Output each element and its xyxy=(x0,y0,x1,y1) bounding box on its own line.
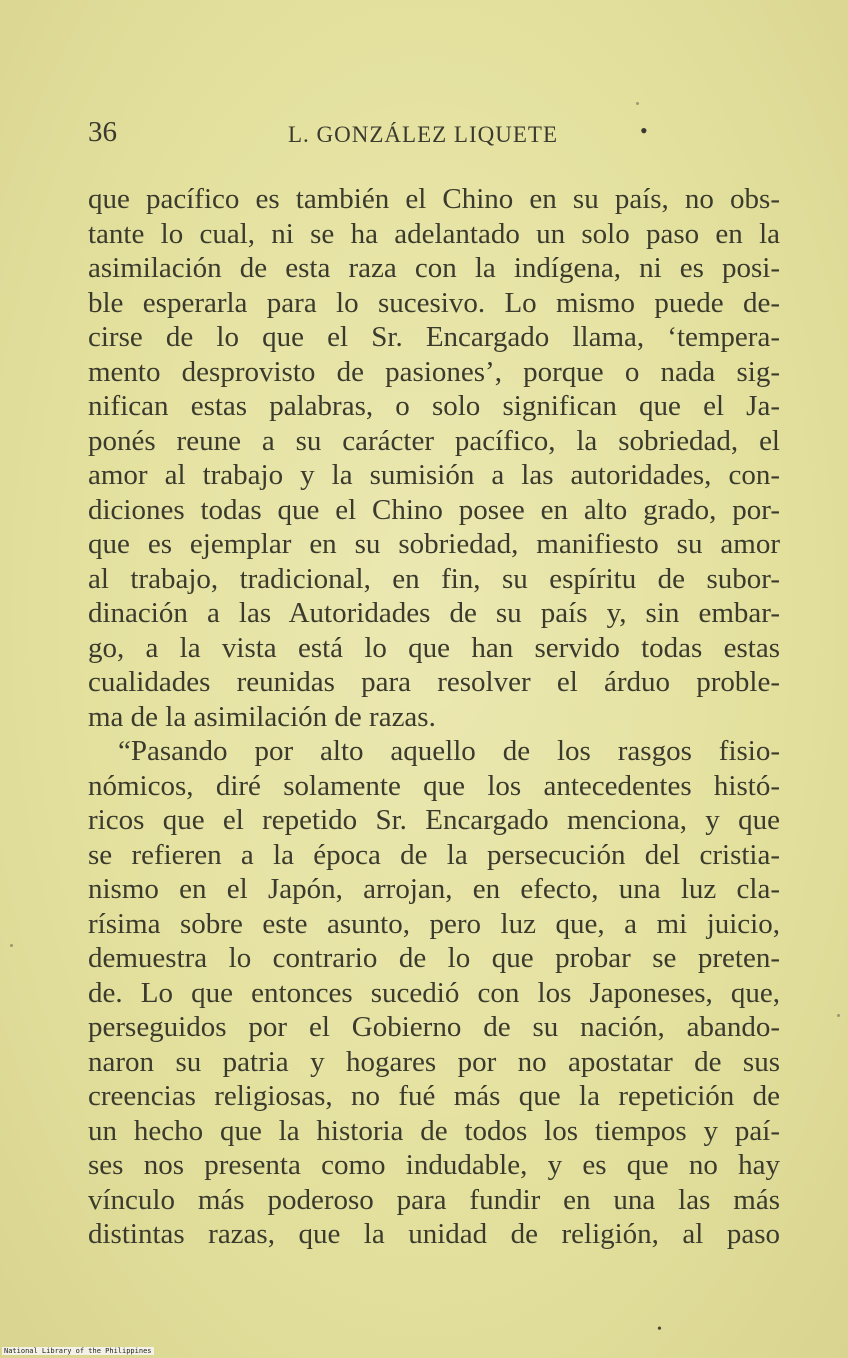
body-text xyxy=(88,182,780,1252)
footer-ornament: • xyxy=(657,1322,662,1337)
text-line: tante lo cual, ni se ha adelantado un solo paso en la xyxy=(88,217,780,250)
text-line: dinación a las Autoridades de su país y, sin embar- xyxy=(88,597,780,629)
text-line: ponés reune a su carácter pacífico, la sobriedad, el xyxy=(88,424,780,457)
text-line: de. Lo que entonces sucedió con los Japoneses, que, xyxy=(88,976,780,1009)
header-ornament: • xyxy=(640,118,648,143)
text-line: nifican estas palabras, o solo significan que el Ja- xyxy=(88,390,780,422)
page-header xyxy=(88,116,768,156)
text-line: vínculo más poderoso para fundir en una las más xyxy=(88,1183,780,1216)
text-line: demuestra lo contrario de lo que probar se preten- xyxy=(88,942,780,974)
running-head: L. GONZÁLEZ LIQUETE xyxy=(288,122,559,147)
text-line: diciones todas que el Chino posee en alto grado, por- xyxy=(88,493,780,526)
paper-speck xyxy=(636,102,639,105)
text-line: creencias religiosas, no fué más que la repetición de xyxy=(88,1080,780,1112)
text-line: ses nos presenta como indudable, y es que no hay xyxy=(88,1149,780,1181)
text-line: que pacífico es también el Chino en su país, no obs- xyxy=(88,183,780,215)
text-line: asimilación de esta raza con la indígena, ni es posi- xyxy=(88,252,780,284)
text-line: go, a la vista está lo que han servido todas estas xyxy=(88,631,780,664)
text-line: nismo en el Japón, arrojan, en efecto, una luz cla- xyxy=(88,873,780,905)
text-line: cualidades reunidas para resolver el árduo proble- xyxy=(88,666,780,698)
text-line: distintas razas, que la unidad de religión, al paso xyxy=(88,1218,780,1250)
page-number: 36 xyxy=(88,116,117,148)
text-line: que es ejemplar en su sobriedad, manifiesto su amor xyxy=(88,528,780,560)
text-line: se refieren a la época de la persecución del cristia- xyxy=(88,838,780,871)
text-line: perseguidos por el Gobierno de su nación, abando- xyxy=(88,1011,780,1043)
text-line: nómicos, diré solamente que los antecedentes histó- xyxy=(88,769,780,802)
text-line: mento desprovisto de pasiones’, porque o nada sig- xyxy=(88,355,780,388)
text-line: ricos que el repetido Sr. Encargado menciona, y que xyxy=(88,804,780,836)
text-line: naron su patria y hogares por no apostatar de sus xyxy=(88,1045,780,1078)
paragraph-start-line: “Pasando por alto aquello de los rasgos fisio- xyxy=(118,735,780,767)
text-line: ble esperarla para lo sucesivo. Lo mismo puede de- xyxy=(88,286,780,319)
text-line: rísima sobre este asunto, pero luz que, a mi juicio, xyxy=(88,907,780,940)
text-line: cirse de lo que el Sr. Encargado llama, ‘tempera- xyxy=(88,321,780,353)
library-stamp: National Library of the Philippines xyxy=(4,1347,152,1355)
paper-speck xyxy=(10,944,13,947)
text-line: al trabajo, tradicional, en fin, su espíritu de subor- xyxy=(88,562,780,595)
paragraph-end-line: ma de la asimilación de razas. xyxy=(88,700,436,733)
paper-speck xyxy=(837,1014,840,1017)
text-line: amor al trabajo y la sumisión a las autoridades, con- xyxy=(88,459,780,491)
text-line: un hecho que la historia de todos los tiempos y paí- xyxy=(88,1114,780,1147)
